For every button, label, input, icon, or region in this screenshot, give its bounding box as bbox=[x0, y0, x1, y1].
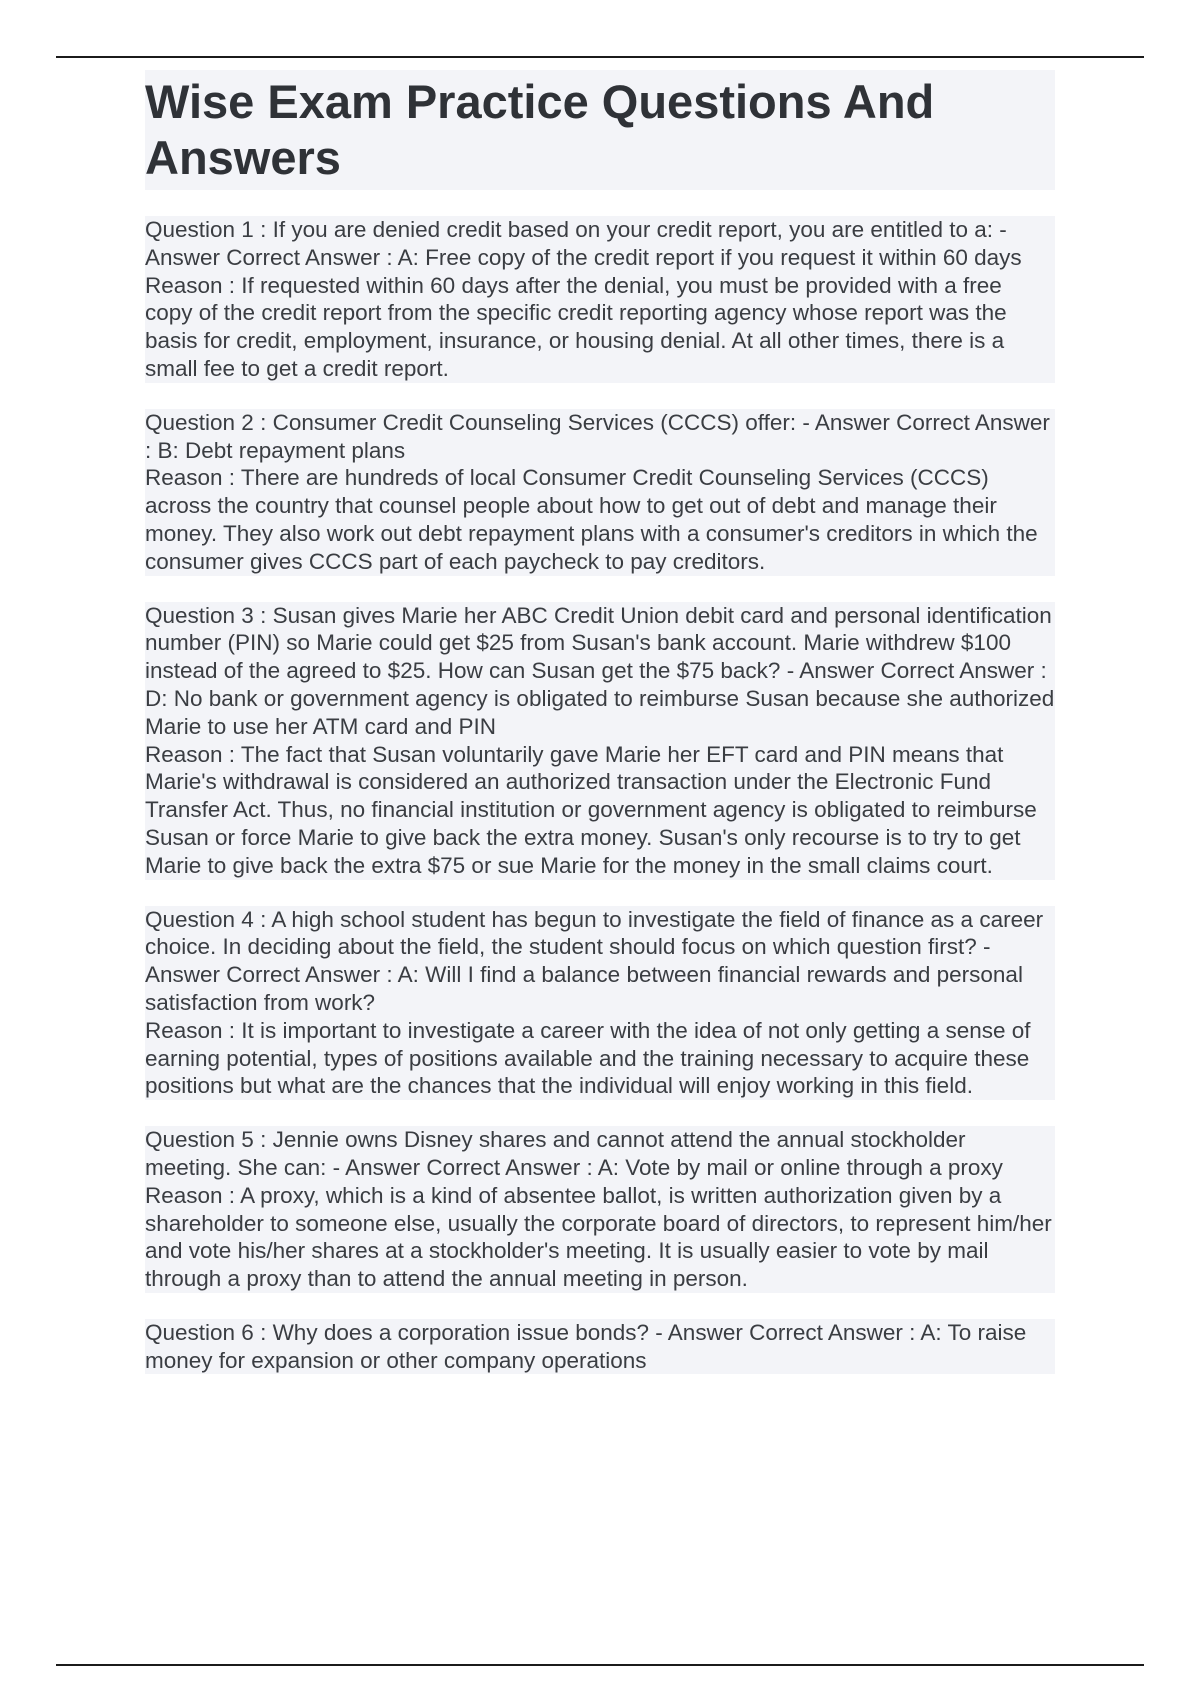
reason-text: Reason : The fact that Susan voluntarily gave Marie her EFT card and PIN means that Marie's withdrawal is considered an authorized transaction under the Electronic Fund Transfer Act. Thus, no financial institution or government agency is obligated to reimburse Susan or force Marie to give back the extra money. Susan's only recourse is to try to get Marie to give back the extra $75 or sue Marie for the money in the small claims court. bbox=[145, 741, 1055, 880]
reason-text: Reason : It is important to investigate a career with the idea of not only getting a sense of earning potential, types of positions available and the training necessary to acquire these positions but what are the chances that the individual will enjoy working in this field. bbox=[145, 1017, 1055, 1100]
qa-item-6 bbox=[145, 1319, 1055, 1375]
document-title: Wise Exam Practice Questions And Answers bbox=[145, 70, 1055, 190]
bottom-divider bbox=[56, 1664, 1144, 1666]
reason-text: Reason : A proxy, which is a kind of absentee ballot, is written authorization given by a shareholder to someone else, usually the corporate board of directors, to represent him/her and vote his/her shares at a stockholder's meeting. It is usually easier to vote by mail through a proxy than to attend the annual meeting in person. bbox=[145, 1182, 1059, 1292]
question-text: Question 6 : Why does a corporation issue bonds? - Answer Correct Answer : A: To raise money for expansion or other company operations bbox=[145, 1319, 1055, 1375]
question-text: Question 2 : Consumer Credit Counseling Services (CCCS) offer: - Answer Correct Answer : B: Debt repayment plans bbox=[145, 409, 1057, 463]
question-text: Question 5 : Jennie owns Disney shares and cannot attend the annual stockholder meeting. She can: - Answer Correct Answer : A: Vote by mail or online through a proxy bbox=[145, 1126, 1055, 1182]
qa-item-2 bbox=[145, 409, 1055, 576]
qa-item-1 bbox=[145, 216, 1055, 383]
document-body bbox=[145, 70, 1061, 1400]
question-text: Question 3 : Susan gives Marie her ABC Credit Union debit card and personal identification number (PIN) so Marie could get $25 from Susan's bank account. Marie withdrew $100 instead of the agreed to $25. How can Susan get the $75 back? - Answer Correct Answer : D: No bank or government agency is obligated to reimburse Susan because she authorized Marie to use her ATM card and PIN bbox=[145, 602, 1061, 739]
qa-item-4 bbox=[145, 906, 1055, 1101]
reason-text: Reason : If requested within 60 days after the denial, you must be provided with a free copy of the credit report from the specific credit reporting agency whose report was the basis for credit, employment, insurance, or housing denial. At all other times, there is a small fee to get a credit report. bbox=[145, 272, 1055, 383]
qa-item-3 bbox=[145, 602, 1061, 880]
question-text: Question 4 : A high school student has begun to investigate the field of finance as a career choice. In deciding about the field, the student should focus on which question first? - Answer Correct Answer : A: Will I find a balance between financial rewards and personal satisfaction from work? bbox=[145, 906, 1055, 1017]
top-divider bbox=[56, 56, 1144, 58]
qa-item-5 bbox=[145, 1126, 1059, 1293]
qa-list bbox=[145, 216, 1061, 1374]
reason-text: Reason : There are hundreds of local Consumer Credit Counseling Services (CCCS) across the country that counsel people about how to get out of debt and manage their money. They also work out debt repayment plans with a consumer's creditors in which the consumer gives CCCS part of each paycheck to pay creditors. bbox=[145, 464, 1055, 575]
question-text: Question 1 : If you are denied credit based on your credit report, you are entitled to a: - Answer Correct Answer : A: Free copy of the credit report if you request it within 60 days bbox=[145, 216, 1055, 272]
